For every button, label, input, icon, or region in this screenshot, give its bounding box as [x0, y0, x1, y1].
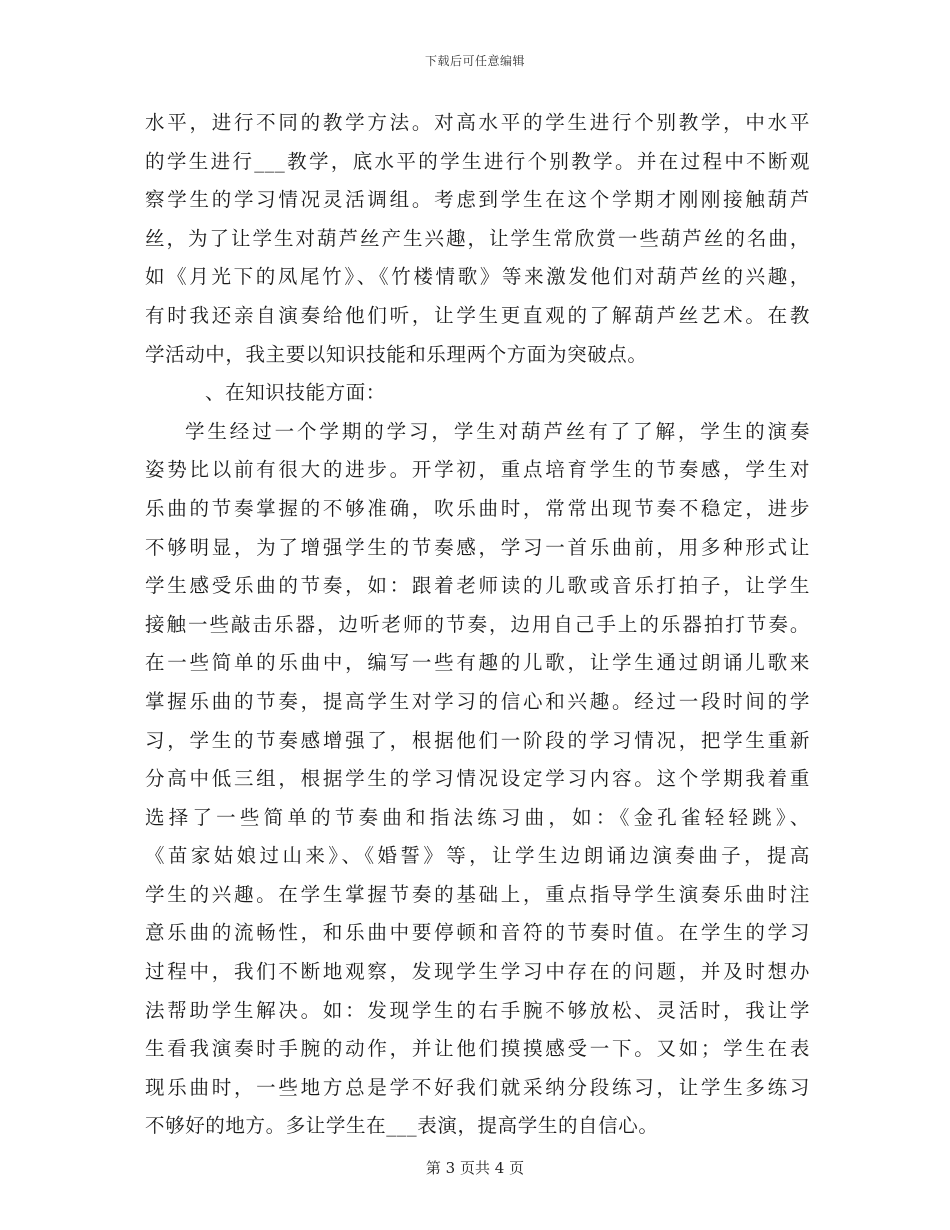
- text-line: 在一些简单的乐曲中，编写一些有趣的儿歌，让学生通过朗诵儿歌来: [145, 651, 810, 675]
- text-line: 水平，进行不同的教学方法。对高水平的学生进行个别教学，中水平: [145, 111, 810, 134]
- text-line: 丝，为了让学生对葫芦丝产生兴趣，让学生常欣赏一些葫芦丝的名曲，: [145, 226, 810, 250]
- text-line: 不够好的地方。多让学生在___表演，提高学生的自信心。: [145, 1114, 659, 1138]
- text-line: 生看我演奏时手腕的动作，并让他们摸摸感受一下。又如；学生在表: [145, 1037, 810, 1061]
- text-line: 过程中，我们不断地观察，发现学生学习中存在的问题，并及时想办: [145, 960, 810, 984]
- text-line: 现乐曲时，一些地方总是学不好我们就采纳分段练习，让学生多练习: [145, 1075, 810, 1099]
- text-line: 学活动中，我主要以知识技能和乐理两个方面为突破点。: [145, 342, 648, 366]
- text-line: 选择了一些简单的节奏曲和指法练习曲，如：《金孔雀轻轻跳》、: [145, 805, 810, 829]
- page-header: 下载后可任意编辑: [424, 54, 525, 68]
- text-line: 意乐曲的流畅性，和乐曲中要停顿和音符的节奏时值。在学生的学习: [145, 921, 810, 945]
- text-line: 如《月光下的凤尾竹》、《竹楼情歌》等来激发他们对葫芦丝的兴趣，: [145, 265, 810, 289]
- text-line: 学生的兴趣。在学生掌握节奏的基础上，重点指导学生演奏乐曲时注: [145, 882, 810, 906]
- text-line: 分高中低三组，根据学生的学习情况设定学习内容。这个学期我着重: [145, 767, 810, 791]
- text-line: 接触一些敲击乐器，边听老师的节奏，边用自己手上的乐器拍打节奏。: [145, 612, 810, 636]
- text-line: 学生感受乐曲的节奏，如：跟着老师读的儿歌或音乐打拍子，让学生: [145, 574, 810, 598]
- text-line: 不够明显，为了增强学生的节奏感，学习一首乐曲前，用多种形式让: [145, 535, 810, 559]
- text-line: 《苗家姑娘过山来》、《婚誓》等，让学生边朗诵边演奏曲子，提高: [145, 844, 810, 868]
- text-line: 、在知识技能方面：: [205, 381, 386, 405]
- page-footer-page-number: 第 3 页共 4 页: [425, 1159, 525, 1177]
- text-line: 掌握乐曲的节奏，提高学生对学习的信心和兴趣。经过一段时间的学: [145, 689, 810, 713]
- text-line: 的学生进行___教学，底水平的学生进行个别教学。并在过程中不断观: [145, 149, 810, 173]
- text-line: 学生经过一个学期的学习，学生对葫芦丝有了了解，学生的演奏: [185, 419, 810, 443]
- text-line: 察学生的学习情况灵活调组。考虑到学生在这个学期才刚刚接触葫芦: [145, 188, 810, 212]
- text-line: 姿势比以前有很大的进步。开学初，重点培育学生的节奏感，学生对: [145, 458, 810, 482]
- document-body: [145, 104, 810, 1146]
- text-line: 习，学生的节奏感增强了，根据他们一阶段的学习情况，把学生重新: [145, 728, 810, 752]
- text-line: 法帮助学生解决。如：发现学生的右手腕不够放松、灵活时，我让学: [145, 998, 810, 1022]
- text-line: 有时我还亲自演奏给他们听，让学生更直观的了解葫芦丝艺术。在教: [145, 303, 810, 327]
- text-line: 乐曲的节奏掌握的不够准确，吹乐曲时，常常出现节奏不稳定，进步: [145, 496, 810, 520]
